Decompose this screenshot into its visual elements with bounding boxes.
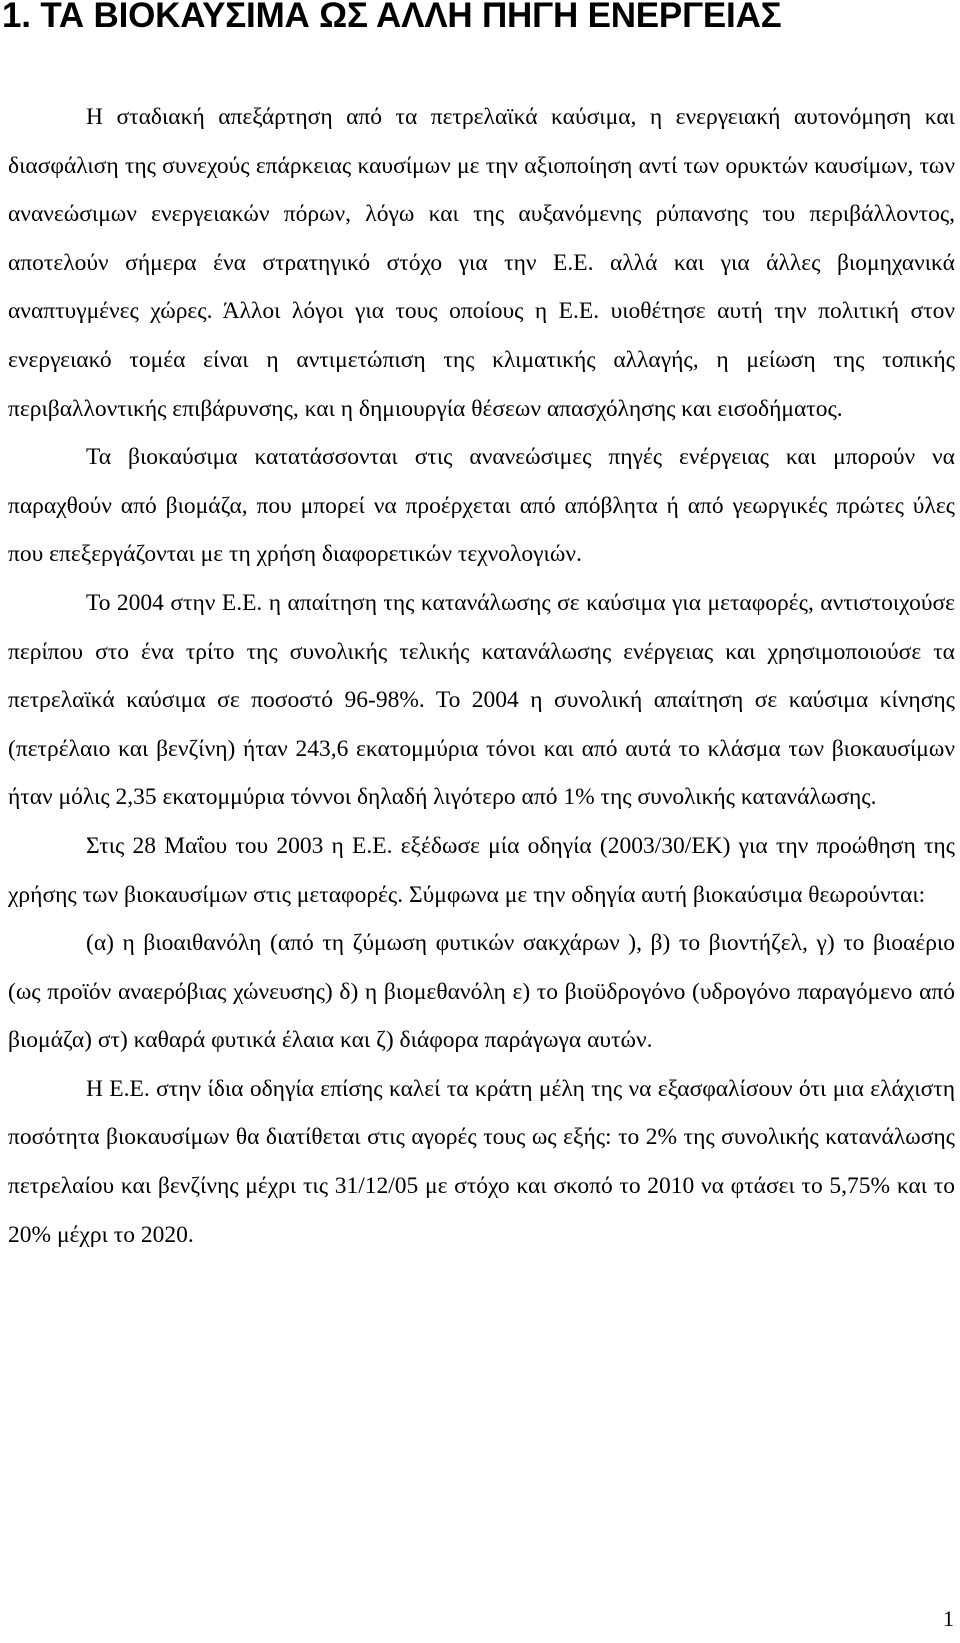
body-text (8, 93, 955, 1259)
paragraph-consumption-2004: Το 2004 στην Ε.Ε. η απαίτηση της κατανάλωσης σε καύσιμα για μεταφορές, αντιστοιχούσε περίπου στο ένα τρίτο της συνολικής τελικής κατανάλωσης ενέργειας και χρησιμοποιούσε τα πετρελαϊκά καύσιμα σε ποσοστό 96-98%. Το 2004 η συνολική απαίτηση σε καύσιμα κίνησης (πετρέλαιο και βενζίνη) ήταν 243,6 εκατομμύρια τόνοι και από αυτά το κλάσμα των βιοκαυσίμων ήταν μόλις 2,35 εκατομμύρια τόννοι δηλαδή λιγότερο από 1% της συνολικής κατανάλωσης. (8, 589, 955, 811)
paragraph-intro: Η σταδιακή απεξάρτηση από τα πετρελαϊκά καύσιμα, η ενεργειακή αυτονόμηση και διασφάλιση της συνεχούς επάρκειας καυσίμων με την αξιοποίηση αντί των ορυκτών καυσίμων, των ανανεώσιμων ενεργειακών πόρων, λόγω και της αυξανόμενης ρύπανσης του περιβάλλοντος, αποτελούν σήμερα ένα στρατηγικό στόχο για την Ε.Ε. αλλά και για άλλες βιομηχανικά αναπτυγμένες χώρες. Άλλοι λόγοι για τους οποίους η Ε.Ε. υιοθέτησε αυτή την πολιτική στον ενεργειακό τομέα είναι η αντιμετώπιση της κλιματικής αλλαγής, η μείωση της τοπικής περιβαλλοντικής επιβάρυνσης, και η δημιουργία θέσεων απασχόλησης και εισοδήματος. (8, 104, 955, 422)
page-number: 1 (943, 1606, 954, 1631)
paragraph-biofuel-list: (α) η βιοαιθανόλη (από τη ζύμωση φυτικών σακχάρων ), β) το βιοντήζελ, γ) το βιοαέριο (ως προϊόν αναερόβιας χώνευσης) δ) η βιομεθανόλη ε) το βιοϋδρογόνο (υδρογόνο παραγόμενο από βιομάζα) στ) καθαρά φυτικά έλαια και ζ) διάφορα παράγωγα αυτών. (8, 930, 955, 1054)
paragraph-directive: Στις 28 Μαΐου του 2003 η Ε.Ε. εξέδωσε μία οδηγία (2003/30/ΕΚ) για την προώθηση της χρήσης των βιοκαυσίμων στις μεταφορές. Σύμφωνα με την οδηγία αυτή βιοκαύσιμα θεωρούνται: (8, 832, 955, 908)
section-heading: 1. ΤΑ ΒΙΟΚΑΥΣΙΜΑ ΩΣ ΑΛΛΗ ΠΗΓΗ ΕΝΕΡΓΕΙΑΣ (2, 0, 782, 35)
paragraph-biofuels-sources: Τα βιοκαύσιμα κατατάσσονται στις ανανεώσιμες πηγές ενέργειας και μπορούν να παραχθούν από βιομάζα, που μπορεί να προέρχεται από απόβλητα ή από γεωργικές πρώτες ύλες που επεξεργάζονται με τη χρήση διαφορετικών τεχνολογιών. (8, 444, 955, 568)
paragraph-targets: Η Ε.Ε. στην ίδια οδηγία επίσης καλεί τα κράτη μέλη της να εξασφαλίσουν ότι μια ελάχιστη ποσότητα βιοκαυσίμων θα διατίθεται στις αγορές τους ως εξής: το 2% της συνολικής κατανάλωσης πετρελαίου και βενζίνης μέχρι τις 31/12/05 με στόχο και σκοπό το 2010 να φτάσει το 5,75% και το 20% μέχρι το 2020. (8, 1075, 955, 1248)
